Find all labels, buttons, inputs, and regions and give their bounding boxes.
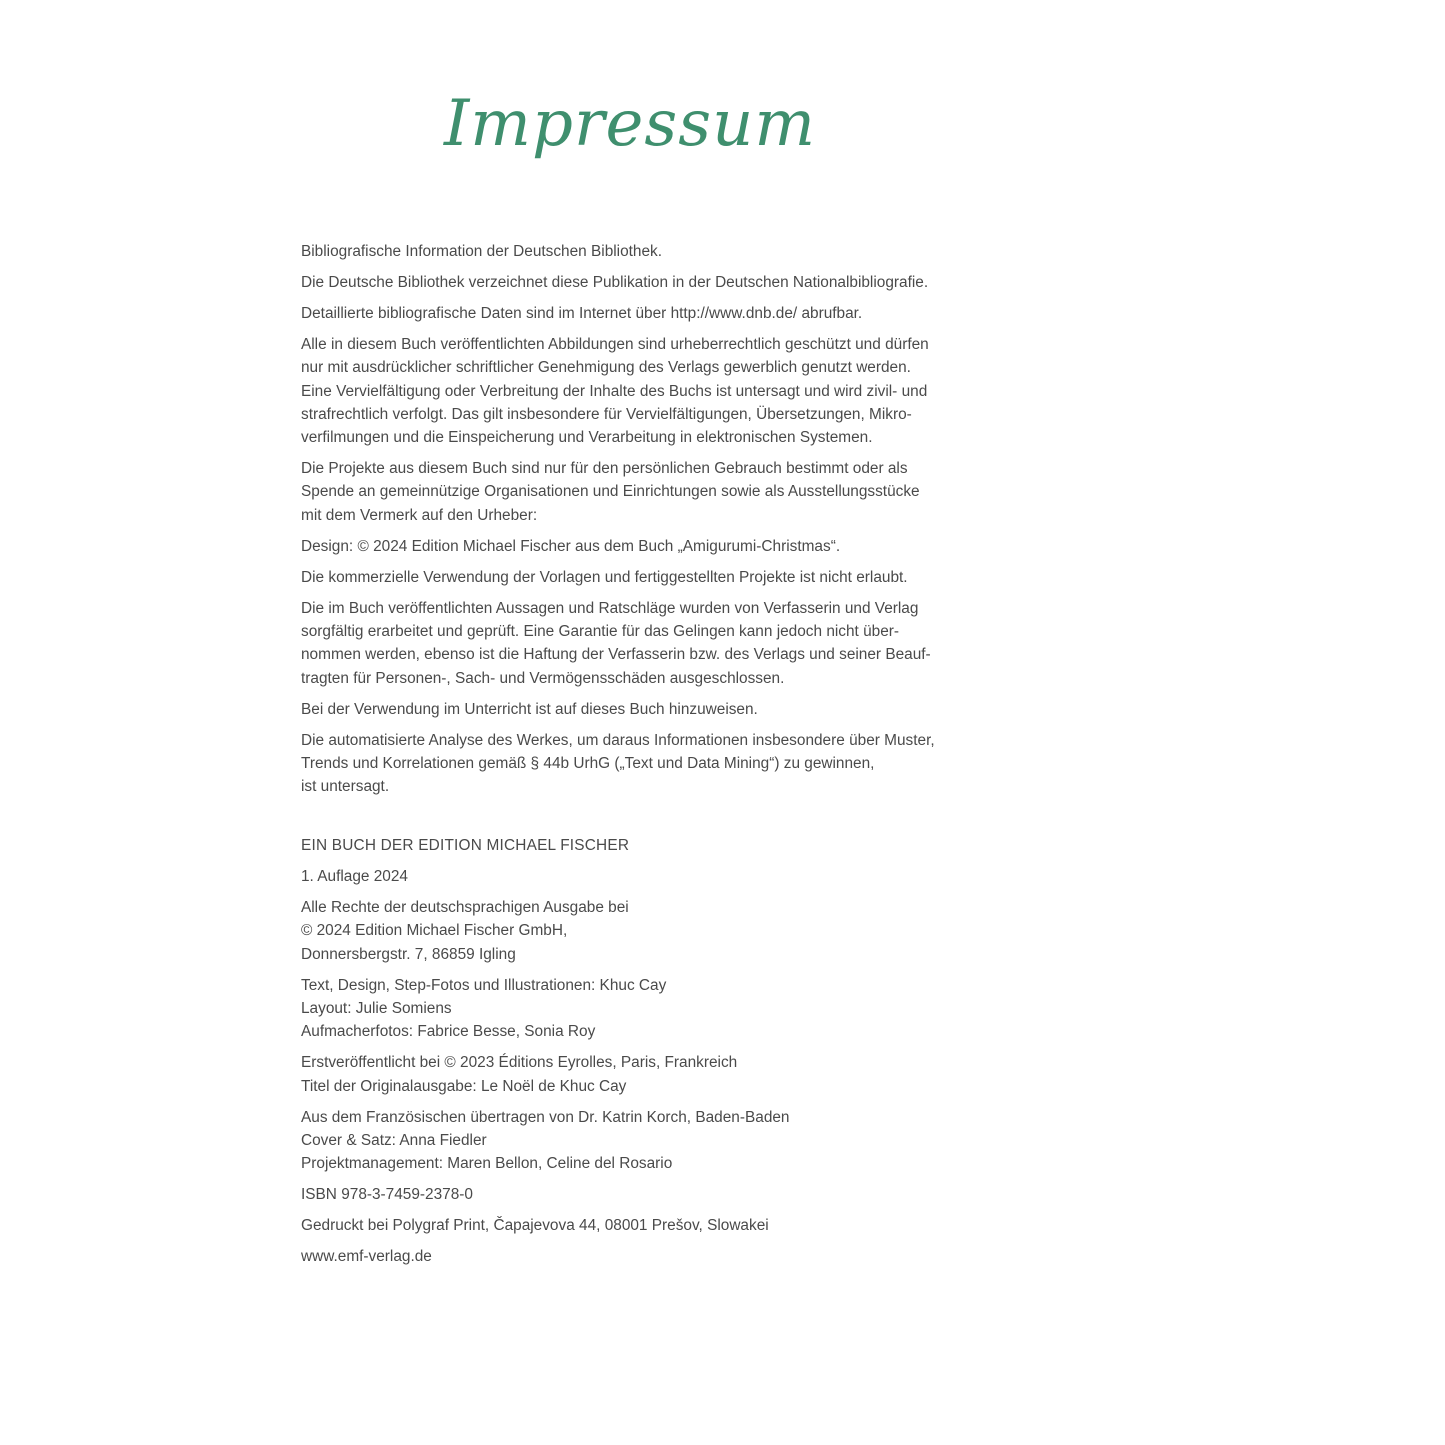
rights-block [301,896,946,966]
legal-paragraph: Detaillierte bibliografische Daten sind im Internet über http://www.dnb.de/ abrufbar. [301,304,863,322]
publisher-heading: EIN BUCH DER EDITION MICHAEL FISCHER [301,837,630,855]
credits-block [301,974,946,1044]
page-title: Impressum [444,87,816,161]
legal-paragraph: Die Projekte aus diesem Buch sind nur für den persönlichen Gebrauch bestimmt oder als Spende an gemeinnützige Organisationen und Einrichtungen sowie als Ausstellungsstücke mit dem Vermerk auf den Urheber: [301,460,920,524]
edition-line: 1. Auflage 2024 [301,868,408,886]
rights-line: © 2024 Edition Michael Fischer GmbH, [301,922,568,940]
translation-line: Projektmanagement: Maren Bellon, Celine del Rosario [301,1155,673,1173]
credits-line: Text, Design, Step-Fotos und Illustrationen: Khuc Cay [301,976,667,994]
legal-paragraph: Die kommerzielle Verwendung der Vorlagen und fertiggestellten Projekte ist nicht erlaubt. [301,568,908,586]
impressum-content [301,240,946,1276]
legal-paragraph: Die im Buch veröffentlichten Aussagen und Ratschläge wurden von Verfasserin und Verlag sorgfältig erarbeitet und geprüft. Eine Garantie für das Gelingen kann jedoch nicht über- nommen werden, ebenso ist die Haftung der Verfasserin bzw. des Verlags und seiner Beauf- tragten für Personen-, Sach- und Vermögensschäden ausgeschlossen. [301,599,931,687]
credits-line: Aufmacherfotos: Fabrice Besse, Sonia Roy [301,1023,596,1041]
original-line: Erstveröffentlicht bei © 2023 Éditions Eyrolles, Paris, Frankreich [301,1054,738,1072]
original-line: Titel der Originalausgabe: Le Noël de Khuc Cay [301,1077,627,1095]
rights-line: Alle Rechte der deutschsprachigen Ausgabe bei [301,899,629,917]
legal-paragraph: Bei der Verwendung im Unterricht ist auf dieses Buch hinzuweisen. [301,700,758,718]
legal-paragraph: Die automatisierte Analyse des Werkes, um daraus Informationen insbesondere über Muster, Trends und Korrelationen gemäß § 44b UrhG („Text und Data Mining“) zu gewinnen, ist untersagt. [301,731,935,796]
legal-paragraph: Design: © 2024 Edition Michael Fischer aus dem Buch „Amigurumi-Christmas“. [301,537,841,555]
website-link[interactable]: www.emf-verlag.de [301,1248,432,1266]
legal-paragraph: Bibliografische Information der Deutschen Bibliothek. [301,243,663,260]
translation-line: Cover & Satz: Anna Fiedler [301,1131,487,1149]
translation-line: Aus dem Französischen übertragen von Dr. Katrin Korch, Baden-Baden [301,1108,790,1126]
legal-paragraph: Alle in diesem Buch veröffentlichten Abbildungen sind urheberrechtlich geschützt und dürfen nur mit ausdrücklicher schriftlicher Genehmigung des Verlags gewerblich genutzt werden. Eine Vervielfältigung oder Verbreitung der Inhalte des Buchs ist untersagt und wird zivil- und strafrechtlich verfolgt. Das gilt insbesondere für Vervielfältigungen, Übersetzungen, Mikro- verfilmungen und die Einspeicherung und Verarbeitung in elektronischen Systemen. [301,335,929,447]
rights-line: Donnersbergstr. 7, 86859 Igling [301,945,516,963]
legal-paragraph: Die Deutsche Bibliothek verzeichnet diese Publikation in der Deutschen Nationalbibliografie. [301,273,929,291]
translation-block [301,1106,946,1176]
isbn-line: ISBN 978-3-7459-2378-0 [301,1186,473,1204]
credits-line: Layout: Julie Somiens [301,999,452,1017]
original-edition-block [301,1051,946,1098]
section-spacer [301,806,946,834]
printer-line: Gedruckt bei Polygraf Print, Čapajevova 44, 08001 Prešov, Slowakei [301,1217,769,1235]
